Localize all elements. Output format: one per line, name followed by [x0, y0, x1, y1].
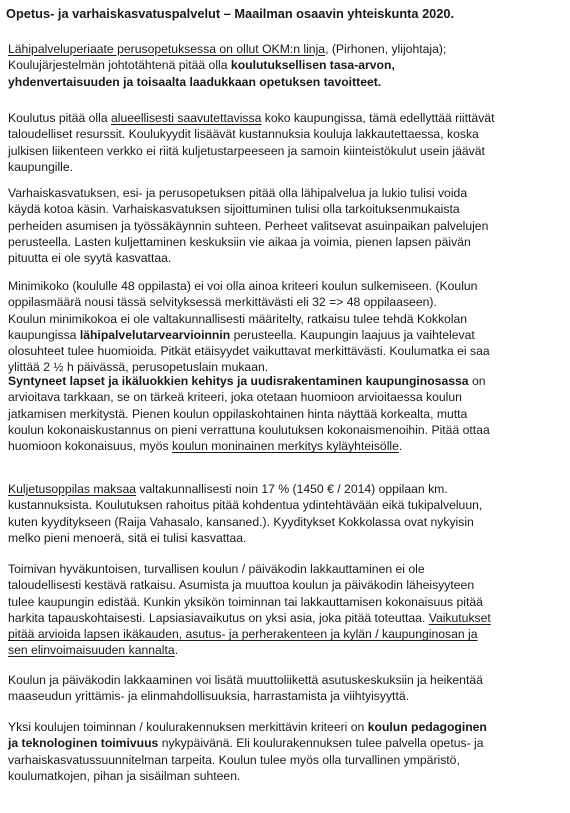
bold-text: lähipalvelutarvearvioinnin	[79, 327, 231, 342]
text-segment: käydä kotoa käsin. Varhaiskasvatuksen sijoittuminen tulisi olla tarkoituksenmukaista	[8, 202, 460, 217]
text-segment: taloudellisesti kestävä ratkaisu. Asumista ja muuttoa koulun ja päiväkodin läheisyyteen	[8, 578, 475, 593]
paragraph-lakkauttaminen	[8, 561, 568, 659]
text-segment: Koulujärjestelmän johtotähtenä pitää olla	[8, 58, 231, 73]
text-line	[8, 343, 568, 359]
text-line	[8, 406, 568, 422]
text-segment: valtakunnallisesti noin 17 % (1450 € / 2014) oppilaan km.	[136, 482, 448, 496]
text-segment: kaupungissa	[8, 327, 80, 342]
bold-text: yhdenvertaisuuden ja toisaalta laadukkaan opetuksen tavoitteet.	[8, 74, 382, 89]
text-line	[8, 530, 568, 546]
text-line	[8, 514, 568, 530]
text-line	[8, 41, 568, 57]
text-segment: Varhaiskasvatuksen, esi- ja perusopetuksen pitää olla lähipalvelua ja lukio tulisi voida	[8, 186, 468, 200]
text-line	[8, 719, 568, 735]
paragraph-varhaiskasvatus	[8, 185, 568, 266]
text-segment: .	[174, 643, 179, 658]
text-line	[8, 294, 568, 310]
text-segment: perusteella. Lasten kuljettaminen keskuksiin vie aikaa ja voimia, pienen lapsen päivän	[8, 234, 471, 249]
paragraph-pedagoginen	[8, 719, 568, 784]
text-line	[8, 278, 568, 294]
bold-text: koulutuksellisen tasa-arvon,	[230, 58, 395, 73]
paragraph-muuttoliike	[8, 672, 568, 705]
text-line	[8, 218, 568, 234]
text-segment: ylittää 2 ½ h päivässä, perusopetuslain mukaan.	[8, 360, 269, 375]
bold-text: ja teknologinen toimivuus	[8, 736, 159, 751]
underlined-text: Lähipalveluperiaate perusopetuksessa on ollut OKM:n linja	[8, 42, 326, 56]
text-line	[8, 327, 568, 343]
text-line	[8, 389, 568, 405]
text-line	[8, 57, 568, 73]
text-line	[8, 159, 568, 175]
text-segment: Koulutus pitää olla	[8, 111, 111, 125]
text-line	[8, 610, 568, 626]
text-line	[8, 250, 568, 266]
underlined-text: alueellisesti saavutettavissa	[111, 111, 262, 125]
text-line	[8, 577, 568, 593]
text-segment: koulumatkojen, pihan ja sisäilman suhteen.	[8, 768, 241, 783]
text-segment: taloudelliset resurssit. Koulukyydit lisäävät kustannuksia kouluja lakkautettaessa, koska	[8, 127, 479, 142]
text-line	[8, 735, 568, 751]
text-segment: maaseudun yrittämis- ja elinmahdollisuuksia, harrastamista ja viihtyisyyttä.	[8, 689, 409, 704]
underlined-text: pitää arvioida lapsen ikäkauden, asutus- ja perherakenteen ja kylän / kaupunginosan ja	[8, 627, 478, 642]
text-segment: pituutta ei ole syytä kasvattaa.	[8, 251, 172, 266]
text-line	[8, 201, 568, 217]
text-segment: Yksi koulujen toiminnan / koulurakennuksen merkittävin kriteeri on	[8, 720, 368, 734]
text-line	[8, 752, 568, 768]
text-segment: nykypäivänä. Eli koulurakennuksen tulee palvella opetus- ja	[158, 736, 484, 751]
paragraph-saavutettavuus	[8, 110, 568, 175]
text-line	[8, 185, 568, 201]
text-segment: perusteella. Kaupungin laajuus ja vaihtelevat	[230, 327, 475, 342]
text-segment: tulee kaupungin edistää. Kunkin yksikön toiminnan tai lakkauttamisen kokonaisuus pitää	[8, 594, 483, 609]
document-title: Opetus- ja varhaiskasvatuspalvelut – Maailman osaavin yhteiskunta 2020.	[6, 6, 455, 21]
text-segment: on	[468, 374, 486, 388]
text-segment: .	[398, 439, 403, 454]
text-segment: , (Pirhonen, ylijohtaja);	[325, 42, 447, 56]
paragraph-lahipalveluperiaate	[8, 41, 568, 90]
text-line	[8, 143, 568, 159]
text-segment: olosuhteet tulee huomioida. Pitkät etäisyydet vaikuttavat merkittävästi. Koulumatka ei saa	[8, 344, 490, 359]
text-segment: Minimikoko (koululle 48 oppilasta) ei voi olla ainoa kriteeri koulun sulkemiseen. (Koulun	[8, 279, 478, 293]
underlined-text: sen elinvoimaisuuden kannalta	[8, 643, 175, 658]
text-segment: perheiden asumisen ja työssäkäynnin suhteen. Perheet valitsevat asuinpaikan palvelujen	[8, 218, 489, 233]
text-segment: koko kaupungissa, tämä edellyttää riittävät	[261, 111, 495, 125]
text-segment: julkisen liikenteen verkko ei riitä kuljetustarpeeseen ja samoin kiinteistökulut usein jäävät	[8, 143, 485, 158]
text-line	[8, 110, 568, 126]
text-line	[8, 626, 568, 642]
text-segment: jatkamisen merkitystä. Pienen koulun oppilaskohtainen hinta näyttää korkealta, mutta	[8, 406, 468, 421]
text-segment: kuten kyyditykseen (Raija Vahasalo, kansaned.). Kyyditykset Kokkolassa ovat nykyisin	[8, 514, 474, 529]
text-line	[8, 642, 568, 658]
text-segment: harkita tapauskohtaisesti. Lapsiasiavaikutus on yksi asia, joka pitää toteuttaa.	[8, 610, 429, 625]
text-segment: huomioon kokonaisuus, myös	[8, 439, 172, 454]
paragraph-minimikoko	[8, 278, 568, 376]
text-segment: varhaiskasvatussuunnitelman tarpeita. Koulun tulee myös olla turvallinen ympäristö,	[8, 752, 460, 767]
text-line	[8, 438, 568, 454]
underlined-text: koulun moninainen merkitys kyläyhteisölle	[171, 439, 399, 454]
text-line	[8, 234, 568, 250]
paragraph-syntyneet-lapset	[8, 373, 568, 454]
text-segment: arvioitava tarkkaan, se on tärkeä kriteeri, joka otetaan huomioon arvioitaessa koulun	[8, 390, 462, 405]
text-line	[8, 422, 568, 438]
text-segment: koulun kokonaiskustannus on pieni verrattuna koulutuksen kokonaismenoihin. Pitää ottaa	[8, 422, 490, 437]
text-segment: melko pieni menoerä, sitä ei tulisi kasvattaa.	[8, 530, 247, 545]
text-segment: Toimivan hyväkuntoisen, turvallisen koulun / päiväkodin lakkauttaminen ei ole	[8, 562, 425, 576]
paragraph-kuljetusoppilas	[8, 481, 568, 546]
bold-text: Syntyneet lapset ja ikäluokkien kehitys ja uudisrakentaminen kaupunginosassa	[8, 374, 469, 388]
underlined-text: Vaikutukset	[428, 610, 491, 625]
text-line	[8, 481, 568, 497]
text-line	[8, 672, 568, 688]
underlined-text: Kuljetusoppilas maksaa	[8, 482, 137, 496]
bold-text: koulun pedagoginen	[367, 720, 487, 734]
text-line	[8, 561, 568, 577]
text-line	[8, 373, 568, 389]
text-segment: oppilasmäärä nousi tässä selvityksessä merkittävästi eli 32 => 48 oppilaaseen).	[8, 295, 437, 310]
text-segment: kaupungille.	[8, 159, 74, 174]
text-line	[8, 497, 568, 513]
text-line	[8, 688, 568, 704]
text-line	[8, 74, 568, 90]
text-segment: Koulun minimikokoa ei ole valtakunnallisesti määritelty, ratkaisu tulee tehdä Kokkolan	[8, 311, 468, 326]
text-line	[8, 126, 568, 142]
text-segment: Koulun ja päiväkodin lakkaaminen voi lisätä muuttoliikettä asutuskeskuksiin ja heikentää	[8, 673, 483, 687]
text-line	[8, 768, 568, 784]
text-line	[8, 311, 568, 327]
text-segment: kustannuksista. Koulutuksen rahoitus pitää kohdentua ydintehtävään eikä tukipalveluun,	[8, 498, 483, 513]
text-line	[8, 594, 568, 610]
